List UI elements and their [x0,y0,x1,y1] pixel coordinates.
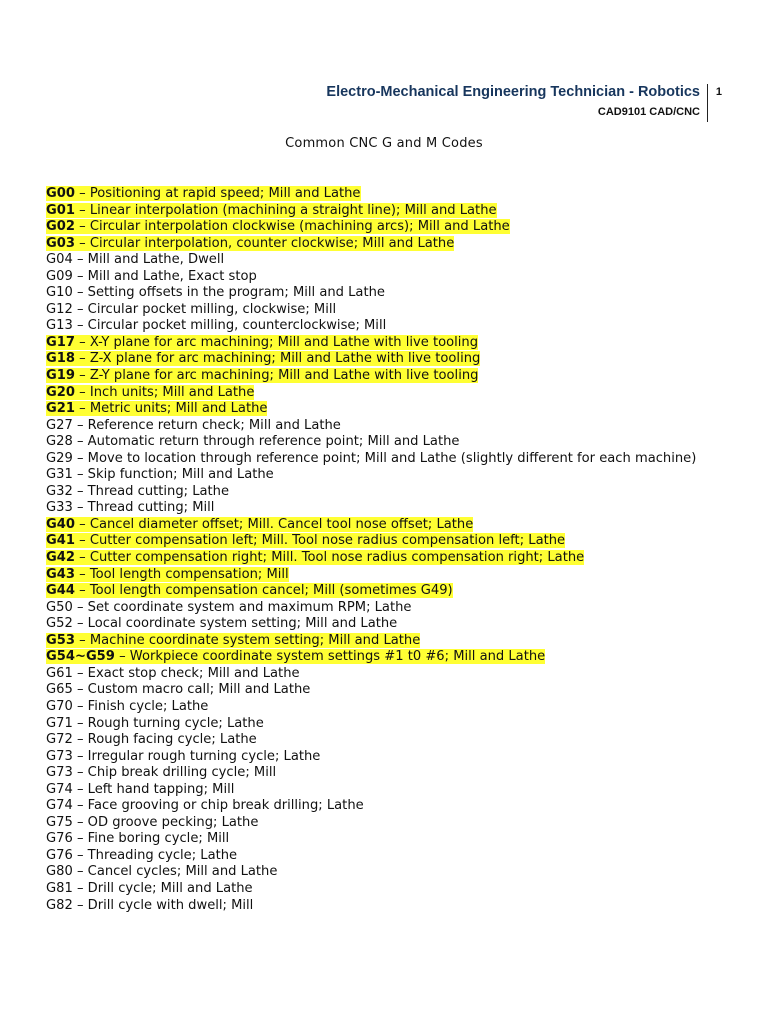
code-id: G71 [46,715,73,731]
code-entry [46,500,214,515]
code-id: G40 [46,516,75,532]
code-line [46,881,726,898]
code-line [46,716,726,733]
code-line [46,385,726,402]
code-description: – Face grooving or chip break drilling; Lathe [72,798,364,814]
code-entry [46,616,397,631]
code-description: – Fine boring cycle; Mill [72,831,230,847]
code-description: – Circular pocket milling, clockwise; Mill [72,301,337,317]
code-line [46,815,726,832]
header-divider [707,84,708,122]
code-entry [46,434,459,449]
code-id: G80 [46,864,73,880]
code-id: G73 [46,765,73,781]
code-line [46,898,726,915]
code-entry [46,186,361,201]
code-line [46,666,726,683]
code-id: G50 [46,599,73,615]
code-entry [46,418,341,433]
code-line [46,219,726,236]
code-id: G42 [46,550,75,566]
code-description: – Mill and Lathe, Dwell [72,252,225,268]
code-description: – Move to location through reference point; Mill and Lathe (slightly different for each machine) [72,450,697,466]
code-list [46,186,726,914]
code-entry [46,335,478,350]
code-id: G81 [46,880,73,896]
code-entry [46,732,257,747]
code-description: – Rough facing cycle; Lathe [72,732,257,748]
code-line [46,699,726,716]
code-entry [46,716,264,731]
code-description: – Exact stop check; Mill and Lathe [72,665,300,681]
code-id: G43 [46,566,75,582]
code-description: – Left hand tapping; Mill [72,781,235,797]
code-line [46,533,726,550]
code-id: G12 [46,301,73,317]
code-line [46,368,726,385]
code-description: – Setting offsets in the program; Mill and Lathe [72,285,385,301]
page-number: 1 [715,86,722,98]
code-line [46,434,726,451]
code-line [46,864,726,881]
code-line [46,401,726,418]
code-entry [46,484,229,499]
code-description: – Cancel cycles; Mill and Lathe [72,864,278,880]
code-description: – OD groove pecking; Lathe [72,814,259,830]
code-description: – Tool length compensation; Mill [74,566,289,582]
code-entry [46,550,584,565]
code-line [46,186,726,203]
code-line [46,600,726,617]
code-description: – Chip break drilling cycle; Mill [72,765,277,781]
code-description: – Thread cutting; Mill [72,500,215,516]
code-description: – Positioning at rapid speed; Mill and Lathe [74,186,361,201]
code-id: G61 [46,665,73,681]
code-entry [46,219,510,234]
code-line [46,484,726,501]
code-line [46,848,726,865]
code-entry [46,898,253,913]
code-description: – Cancel diameter offset; Mill. Cancel tool nose offset; Lathe [74,516,474,532]
code-entry [46,815,258,830]
code-description: – Set coordinate system and maximum RPM; Lathe [72,599,412,615]
code-line [46,567,726,584]
code-description: – Custom macro call; Mill and Lathe [72,682,311,698]
code-description: – Local coordinate system setting; Mill and Lathe [72,616,398,632]
code-line [46,285,726,302]
code-description: – Inch units; Mill and Lathe [74,384,255,400]
code-entry [46,633,420,648]
code-entry [46,533,565,548]
code-line [46,798,726,815]
code-description: – Reference return check; Mill and Lathe [72,417,341,433]
code-entry [46,881,253,896]
code-description: – Thread cutting; Lathe [72,483,230,499]
code-id: G31 [46,467,73,483]
code-entry [46,798,364,813]
code-description: – Z-Y plane for arc machining; Mill and Lathe with live tooling [74,368,479,384]
code-entry [46,682,310,697]
code-id: G75 [46,814,73,830]
code-id: G74 [46,798,73,814]
code-entry [46,567,289,582]
code-id: G01 [46,202,75,218]
code-line [46,351,726,368]
code-description: – Cutter compensation right; Mill. Tool nose radius compensation right; Lathe [74,550,585,566]
code-id: G18 [46,351,75,367]
code-entry [46,252,224,267]
code-id: G00 [46,186,75,201]
code-description: – Drill cycle with dwell; Mill [72,897,254,913]
code-line [46,633,726,650]
code-line [46,418,726,435]
code-id: G82 [46,897,73,913]
code-id: G04 [46,252,73,268]
code-line [46,782,726,799]
code-line [46,302,726,319]
code-id: G33 [46,500,73,516]
code-id: G41 [46,533,75,549]
code-line [46,467,726,484]
code-id: G54~G59 [46,649,115,665]
code-id: G32 [46,483,73,499]
code-entry [46,583,453,598]
code-description: – Drill cycle; Mill and Lathe [72,880,253,896]
code-description: – Circular interpolation, counter clockwise; Mill and Lathe [74,235,455,251]
code-entry [46,351,480,366]
code-description: – Threading cycle; Lathe [72,847,238,863]
code-line [46,765,726,782]
code-line [46,732,726,749]
code-id: G53 [46,632,75,648]
code-id: G03 [46,235,75,251]
code-entry [46,401,267,416]
code-id: G72 [46,732,73,748]
code-description: – Mill and Lathe, Exact stop [72,268,257,284]
code-entry [46,269,257,284]
code-line [46,517,726,534]
code-id: G73 [46,748,73,764]
code-id: G19 [46,368,75,384]
code-entry [46,765,276,780]
code-entry [46,600,411,615]
code-description: – Irregular rough turning cycle; Lathe [72,748,321,764]
code-description: – Rough turning cycle; Lathe [72,715,264,731]
code-description: – Skip function; Mill and Lathe [72,467,274,483]
code-id: G13 [46,318,73,334]
code-entry [46,848,237,863]
code-description: – Z-X plane for arc machining; Mill and Lathe with live tooling [74,351,481,367]
code-id: G44 [46,583,75,599]
code-description: – Finish cycle; Lathe [72,698,209,714]
code-line [46,649,726,666]
code-line [46,583,726,600]
code-id: G29 [46,450,73,466]
code-id: G10 [46,285,73,301]
document-title: Common CNC G and M Codes [285,136,483,151]
code-line [46,831,726,848]
code-line [46,616,726,633]
code-entry [46,517,473,532]
header-title: Electro-Mechanical Engineering Technician - Robotics [326,84,700,100]
code-entry [46,203,497,218]
code-entry [46,451,696,466]
code-line [46,451,706,468]
code-id: G74 [46,781,73,797]
code-id: G20 [46,384,75,400]
code-description: – Circular interpolation clockwise (machining arcs); Mill and Lathe [74,219,510,235]
code-id: G65 [46,682,73,698]
code-line [46,550,726,567]
code-line [46,749,726,766]
code-entry [46,467,274,482]
code-entry [46,831,229,846]
code-description: – Workpiece coordinate system settings #1 t0 #6; Mill and Lathe [114,649,546,665]
code-entry [46,782,234,797]
code-id: G76 [46,831,73,847]
code-description: – Cutter compensation left; Mill. Tool nose radius compensation left; Lathe [74,533,566,549]
code-description: – Automatic return through reference point; Mill and Lathe [72,434,460,450]
code-line [46,252,726,269]
code-entry [46,649,545,664]
code-id: G76 [46,847,73,863]
code-description: – Tool length compensation cancel; Mill (sometimes G49) [74,583,453,599]
code-entry [46,236,454,251]
code-entry [46,666,300,681]
code-id: G70 [46,698,73,714]
code-description: – X-Y plane for arc machining; Mill and Lathe with live tooling [74,334,479,350]
code-description: – Machine coordinate system setting; Mill and Lathe [74,632,421,648]
code-entry [46,699,208,714]
code-line [46,203,726,220]
code-id: G27 [46,417,73,433]
code-description: – Circular pocket milling, counterclockwise; Mill [72,318,387,334]
code-entry [46,385,254,400]
code-line [46,335,726,352]
code-id: G21 [46,401,75,417]
code-line [46,682,726,699]
code-id: G52 [46,616,73,632]
code-entry [46,285,385,300]
code-id: G02 [46,219,75,235]
code-entry [46,368,478,383]
code-line [46,269,726,286]
code-description: – Metric units; Mill and Lathe [74,401,268,417]
code-line [46,236,726,253]
code-entry [46,749,320,764]
code-entry [46,318,386,333]
code-id: G17 [46,334,75,350]
course-code: CAD9101 CAD/CNC [597,106,700,118]
code-description: – Linear interpolation (machining a straight line); Mill and Lathe [74,202,497,218]
code-line [46,500,726,517]
code-line [46,318,726,335]
code-entry [46,864,277,879]
code-entry [46,302,336,317]
code-id: G28 [46,434,73,450]
code-id: G09 [46,268,73,284]
